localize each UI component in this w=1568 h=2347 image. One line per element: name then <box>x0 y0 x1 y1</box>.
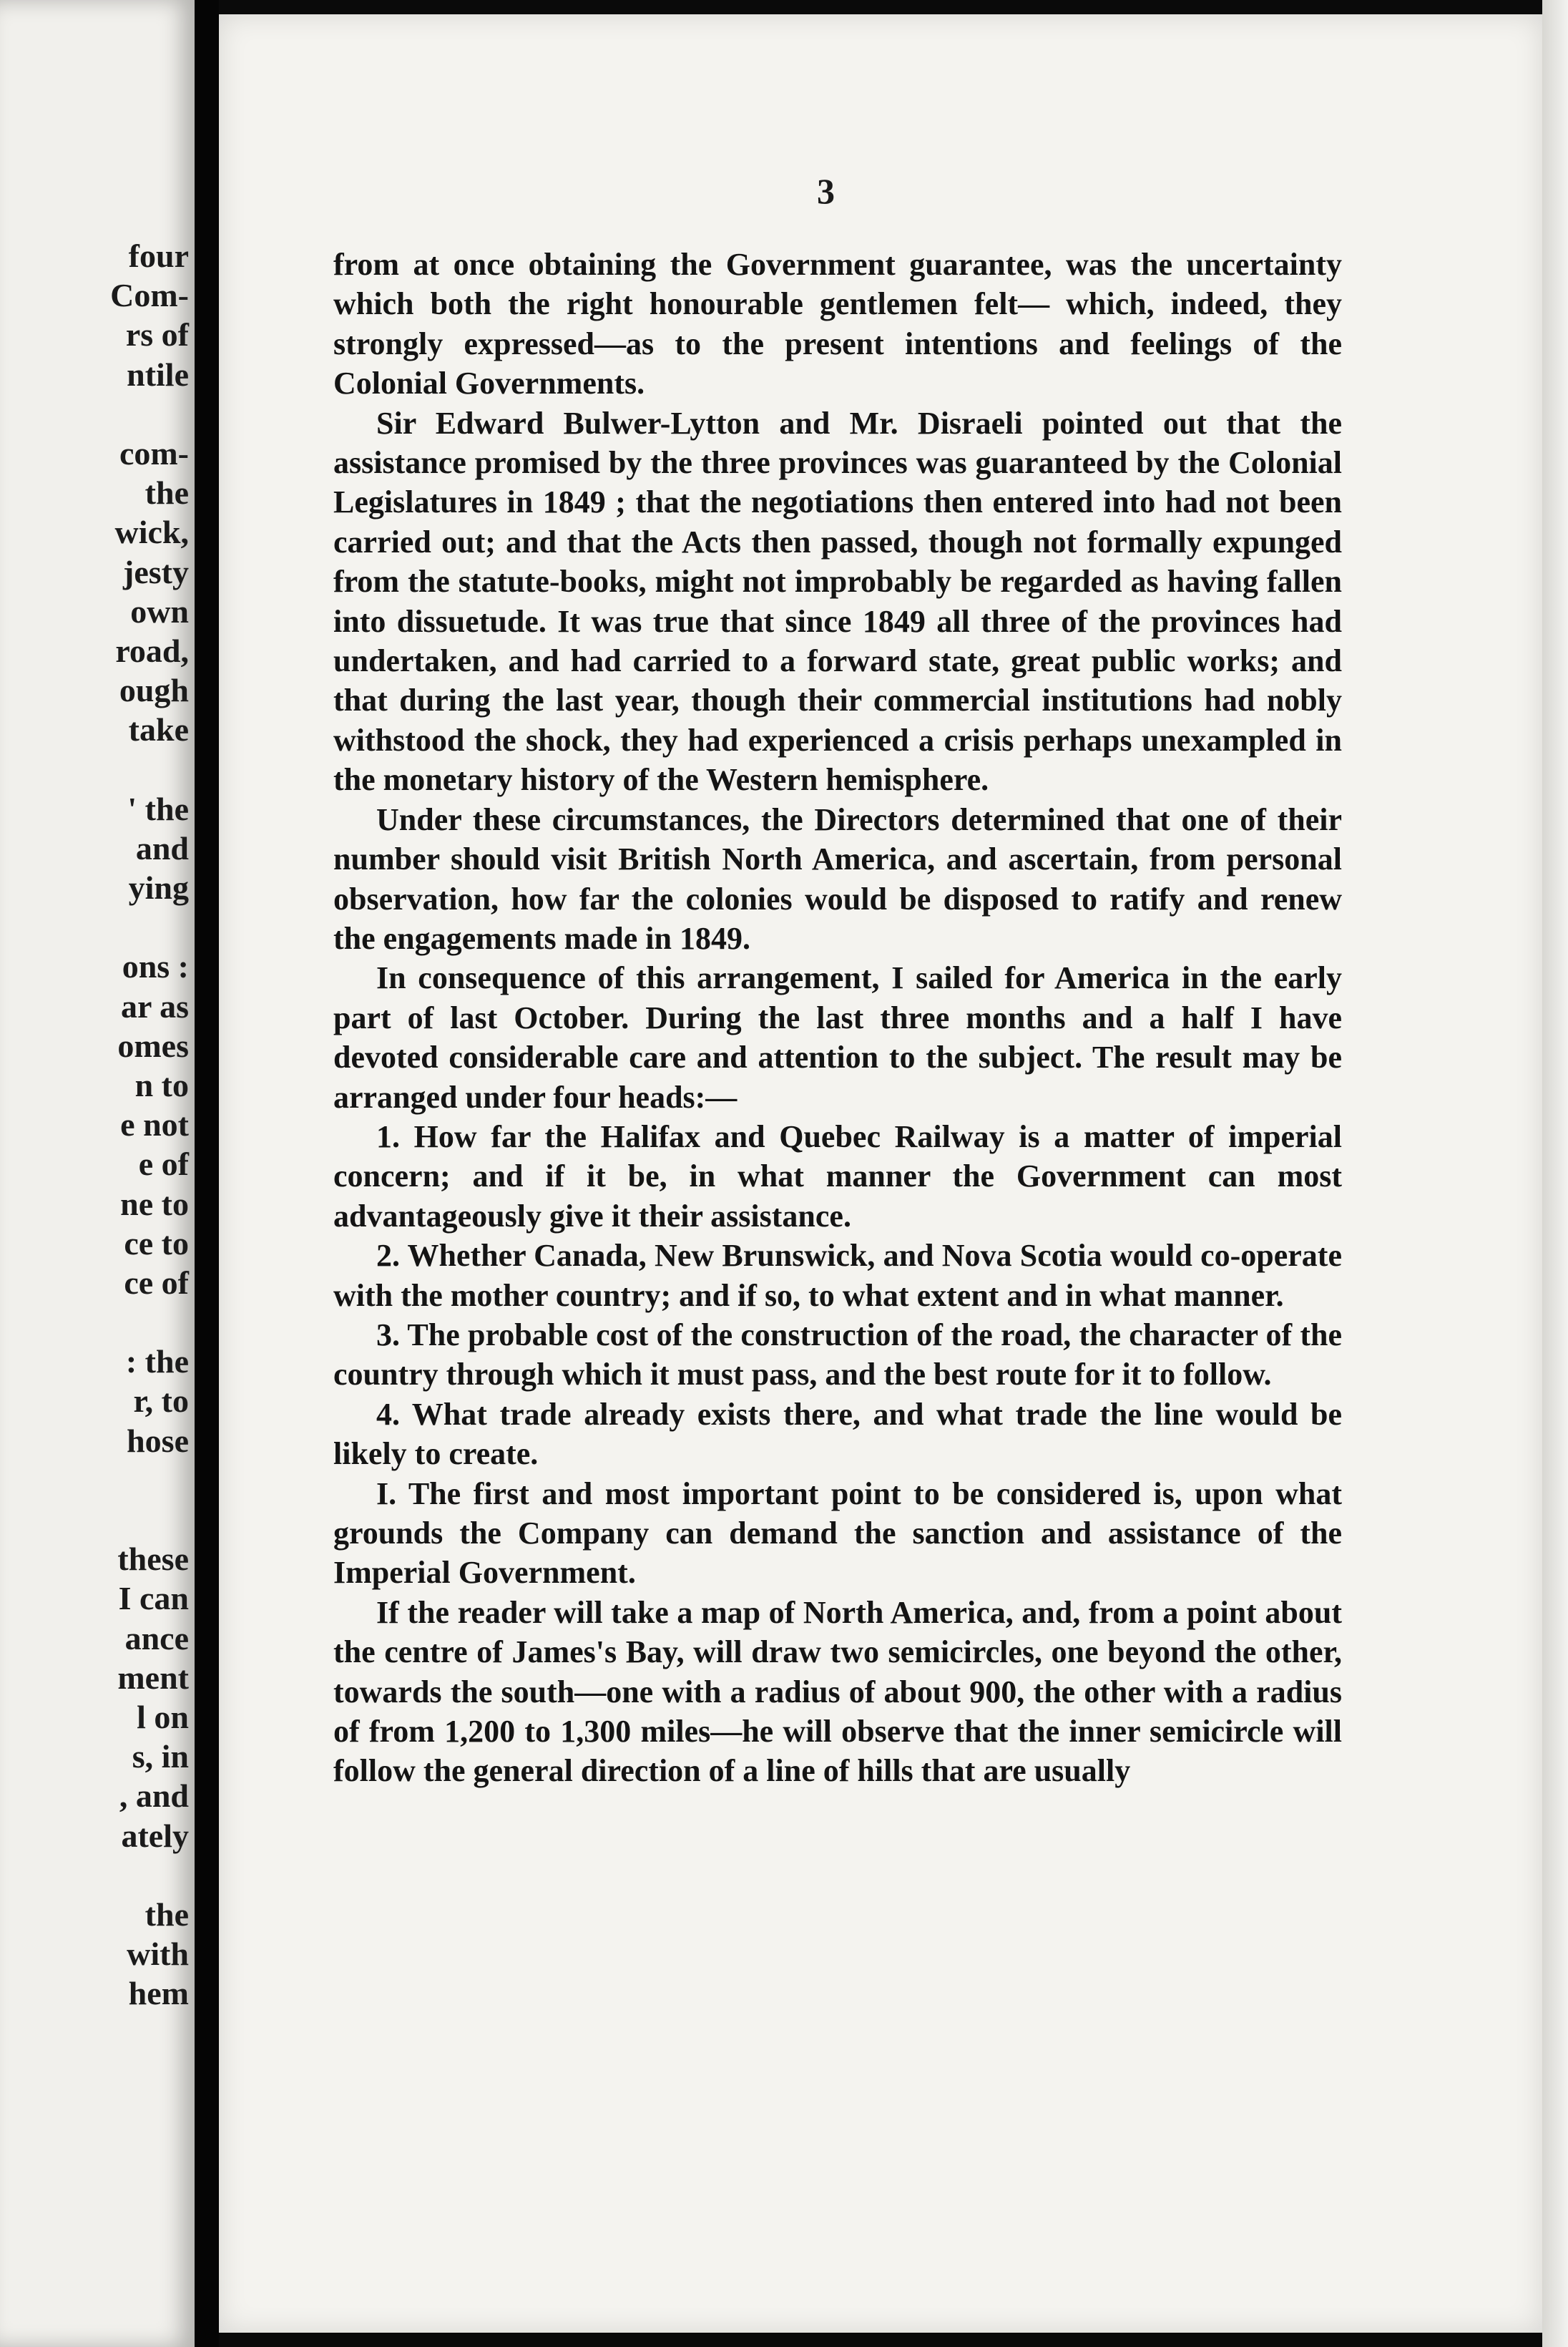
previous-page-fragment: : the <box>125 1343 189 1380</box>
paragraph: If the reader will take a map of North America, and, from a point about the centre of James's Bay, will draw two semicircles, one beyond the other, towards the south—one with a radius of about 900, the other with a radius of from 1,200 to 1,300 miles—he will observe that the inner semicircle will follow the general direction of a line of hills that are usually <box>333 1594 1342 1789</box>
list-item: 3. The probable cost of the construction of the road, the character of the country through which it must pass, and the best route for it to follow. <box>333 1317 1342 1392</box>
previous-page-fragment: ar as <box>121 987 189 1025</box>
previous-page-fragment: and <box>135 829 189 867</box>
previous-page-fragment: hem <box>128 1975 189 2012</box>
previous-page-fragment: road, <box>115 632 189 669</box>
previous-page-fragment: these <box>117 1541 189 1578</box>
previous-page-text-fragments <box>110 236 189 2013</box>
previous-page-fragment <box>110 749 189 789</box>
previous-page-fragment: ment <box>117 1659 189 1696</box>
previous-page-fragment: with <box>127 1936 189 1973</box>
book-gutter <box>195 0 219 2347</box>
paragraph: Under these circumstances, the Directors determined that one of their number should visit British North America, and ascertain, from personal observation, how far the colonies would be disposed to ratify and renew the engagements made in 1849. <box>333 801 1342 956</box>
previous-page-fragment: l on <box>137 1698 189 1735</box>
previous-page-fragment: ce to <box>124 1224 189 1262</box>
previous-page-fragment: Com- <box>110 277 189 314</box>
previous-page-fragment: ying <box>128 869 189 906</box>
previous-page-fragment: ately <box>121 1817 189 1854</box>
previous-page-fragment: ntile <box>127 356 189 393</box>
previous-page-fragment: own <box>130 592 189 630</box>
previous-page-fragment <box>110 1302 189 1342</box>
previous-page-fragment: , and <box>119 1777 189 1815</box>
previous-page-fragment: s, in <box>132 1738 189 1775</box>
previous-page-fragment: hose <box>127 1422 189 1459</box>
paragraph: Sir Edward Bulwer-Lytton and Mr. Disraeli pointed out that the assistance promised by the three provinces was guaranteed by the Colonial Legislatures in 1849 ; that the negotiations then entered into had not been carried out; and that the Acts then passed, though not formally expunged from the statute-books, might not improbably be regarded as having fallen into dissuetude. It was true that since 1849 all three of the provinces had undertaken, and had carried to a forward state, great public works; and that during the last year, though their commercial institutions had nobly withstood the shock, they had experienced a crisis perhaps unexampled in the monetary history of the Western hemisphere. <box>333 405 1342 798</box>
previous-page-fragment <box>110 1500 189 1539</box>
previous-page-fragment: take <box>128 711 189 748</box>
previous-page-fragment: wick, <box>114 514 189 551</box>
previous-page-fragment: omes <box>117 1027 189 1064</box>
list-item: 4. What trade already exists there, and what trade the line would be likely to create. <box>333 1396 1342 1472</box>
page <box>219 14 1542 2333</box>
previous-page-fragment: rs of <box>125 316 189 353</box>
paragraph: I. The first and most important point to be considered is, upon what grounds the Company can demand the sanction and assistance of the Imperial Government. <box>333 1475 1342 1591</box>
previous-page-fragment: ons : <box>122 948 189 985</box>
previous-page-fragment: I can <box>118 1580 189 1617</box>
previous-page-fragment: the <box>144 474 189 512</box>
previous-page-fragment <box>110 907 189 947</box>
previous-page-fragment <box>110 1460 189 1500</box>
previous-page-fragment: jesty <box>123 553 189 590</box>
page-number: 3 <box>817 171 835 211</box>
previous-page-fragment: e not <box>120 1106 189 1143</box>
previous-page-fragment: four <box>128 238 189 274</box>
page-right-edge <box>1542 0 1568 2347</box>
previous-page-fragment: com- <box>119 434 189 472</box>
paragraph: from at once obtaining the Government guarantee, was the uncertainty which both the right honourable gentlemen felt— which, indeed, they strongly expressed—as to the present intentions and feelings of the Colonial Governments. <box>333 247 1342 401</box>
previous-page-fragment: ce of <box>124 1264 189 1301</box>
paragraph: In consequence of this arrangement, I sailed for America in the early part of last October. During the last three months and a half I have devoted considerable care and attention to the subject. The result may be arranged under four heads:— <box>333 960 1342 1115</box>
previous-page-fragment <box>110 1855 189 1895</box>
previous-page-fragment: n to <box>134 1066 189 1103</box>
previous-page-fragment: ough <box>119 672 189 709</box>
previous-page-fragment: e of <box>138 1146 189 1183</box>
previous-page-fragment: ne to <box>120 1185 189 1222</box>
previous-page-fragment <box>110 394 189 434</box>
list-item: 1. How far the Halifax and Quebec Railway is a matter of imperial concern; and if it be, in what manner the Government can most advantageously give it their assistance. <box>333 1118 1342 1234</box>
list-item: 2. Whether Canada, New Brunswick, and Nova Scotia would co-operate with the mother country; and if so, to what extent and in what manner. <box>333 1238 1342 1313</box>
previous-page-edge <box>0 0 195 2347</box>
page-body <box>333 245 1342 1791</box>
previous-page-fragment: r, to <box>133 1382 189 1420</box>
previous-page-fragment: ' the <box>127 790 189 827</box>
previous-page-fragment: the <box>144 1895 189 1933</box>
previous-page-fragment: ance <box>124 1619 189 1656</box>
